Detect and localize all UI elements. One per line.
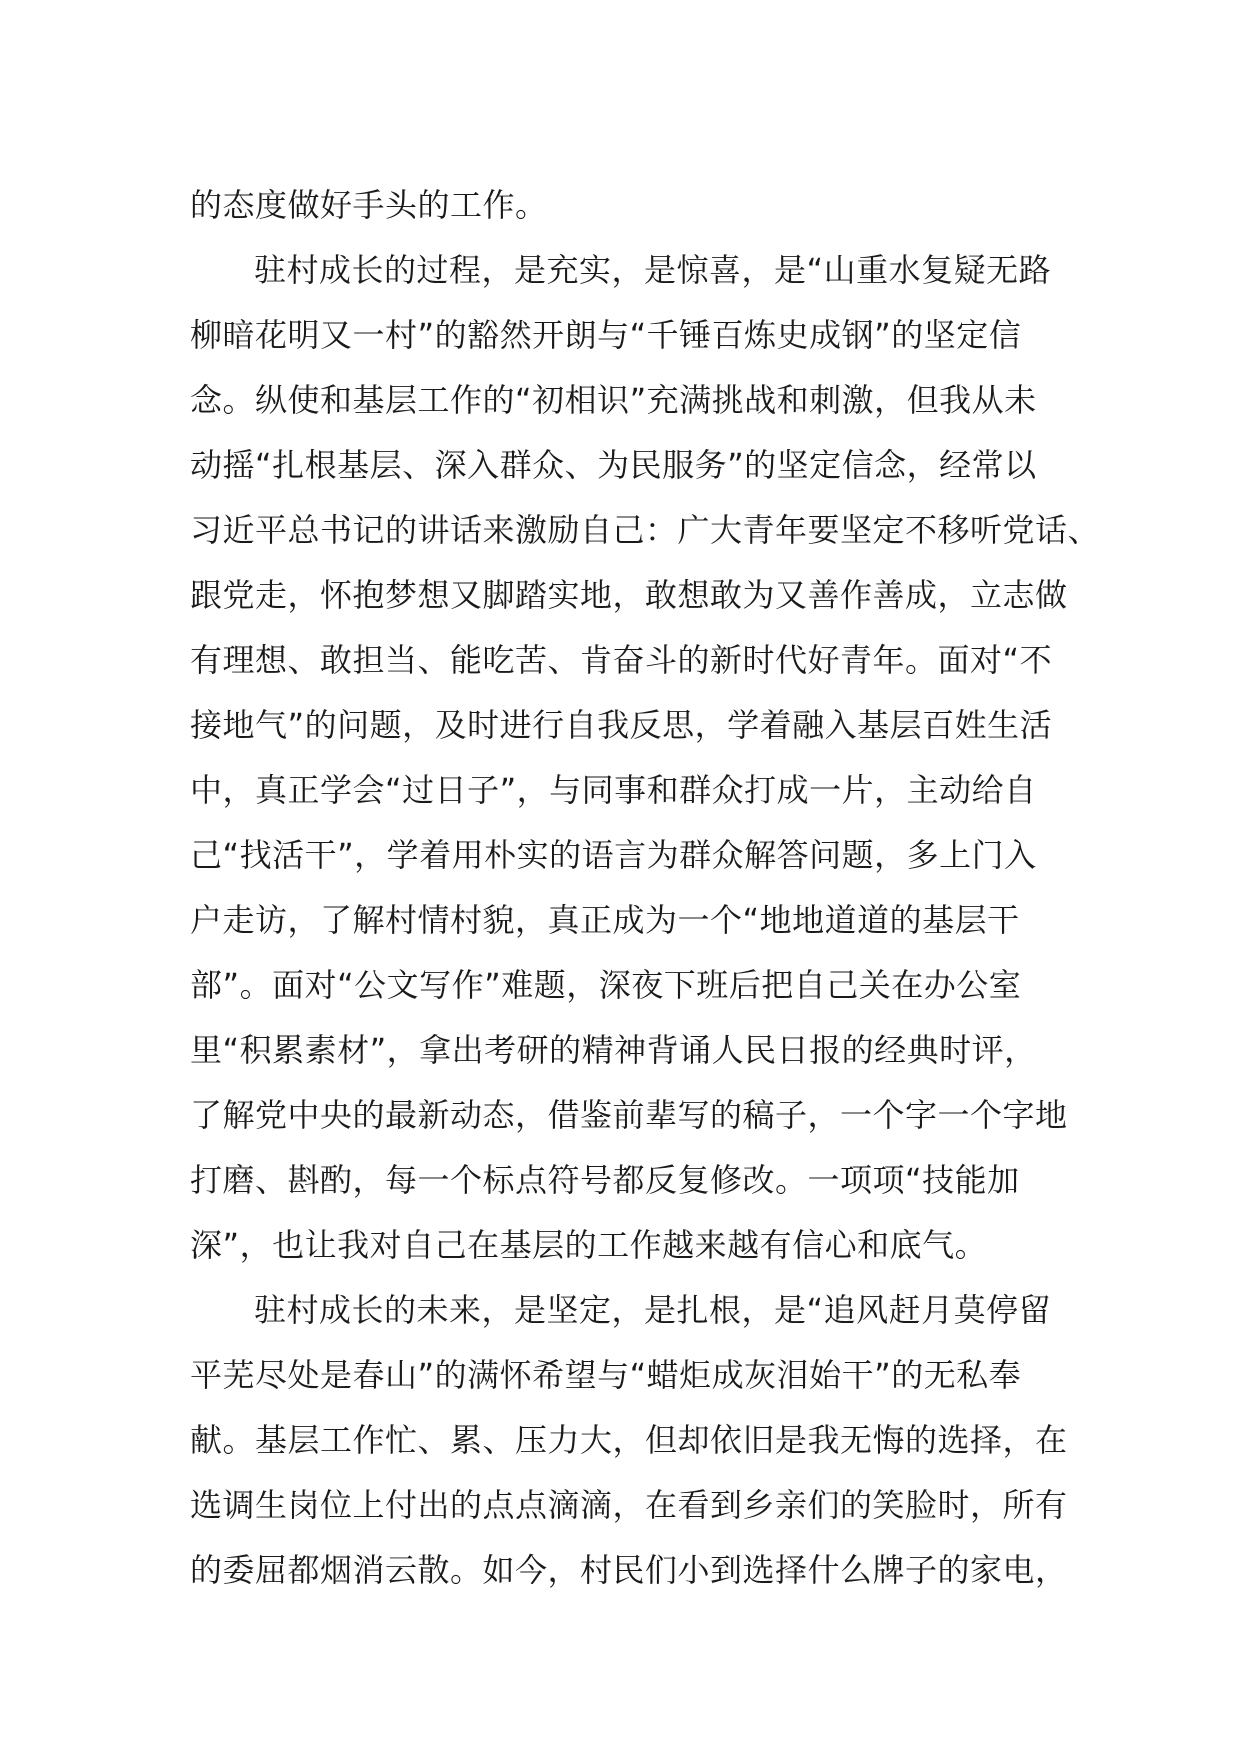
body-text: [190, 173, 1101, 1603]
text-line: 选调生岗位上付出的点点滴滴，在看到乡亲们的笑脸时，所有: [190, 1486, 1068, 1524]
text-line: 念。纵使和基层工作的“初相识”充满挑战和刺激，但我从未: [190, 381, 1037, 419]
text-line: 动摇“扎根基层、深入群众、为民服务”的坚定信念，经常以: [190, 446, 1037, 484]
text-line: 献。基层工作忙、累、压力大，但却依旧是我无悔的选择，在: [190, 1421, 1068, 1459]
paragraph-first-line: 驻村成长的过程，是充实，是惊喜，是“山重水复疑无路: [254, 251, 1052, 289]
text-line: 里“积累素材”，拿出考研的精神背诵人民日报的经典时评，: [190, 1031, 1037, 1069]
text-line: 部”。面对“公文写作”难题，深夜下班后把自己关在办公室: [190, 966, 1022, 1004]
text-line: 打磨、斟酌，每一个标点符号都反复修改。一项项“技能加: [190, 1161, 1020, 1199]
text-line: 的态度做好手头的工作。: [190, 186, 548, 224]
text-line: 习近平总书记的讲话来激励自己：广大青年要坚定不移听党话、: [190, 511, 1101, 549]
paragraph-first-line: 驻村成长的未来，是坚定，是扎根，是“追风赶月莫停留: [254, 1291, 1052, 1329]
text-line: 有理想、敢担当、能吃苦、肯奋斗的新时代好青年。面对“不: [190, 641, 1053, 679]
text-line: 户走访，了解村情村貌，真正成为一个“地地道道的基层干: [190, 901, 1020, 939]
text-line: 柳暗花明又一村”的豁然开朗与“千锤百炼史成钢”的坚定信: [190, 316, 1022, 354]
text-line: 深”，也让我对自己在基层的工作越来越有信心和底气。: [190, 1226, 988, 1264]
text-line: 己“找活干”，学着用朴实的语言为群众解答问题，多上门入: [190, 836, 1037, 874]
text-line: 接地气”的问题，及时进行自我反思，学着融入基层百姓生活: [190, 706, 1053, 744]
text-line: 了解党中央的最新动态，借鉴前辈写的稿子，一个字一个字地: [190, 1096, 1068, 1134]
text-line: 跟党走，怀抱梦想又脚踏实地，敢想敢为又善作善成，立志做: [190, 576, 1068, 614]
text-line: 的委屈都烟消云散。如今，村民们小到选择什么牌子的家电，: [190, 1551, 1068, 1589]
text-line: 中，真正学会“过日子”，与同事和群众打成一片，主动给自: [190, 771, 1037, 809]
text-line: 平芜尽处是春山”的满怀希望与“蜡炬成灰泪始干”的无私奉: [190, 1356, 1022, 1394]
